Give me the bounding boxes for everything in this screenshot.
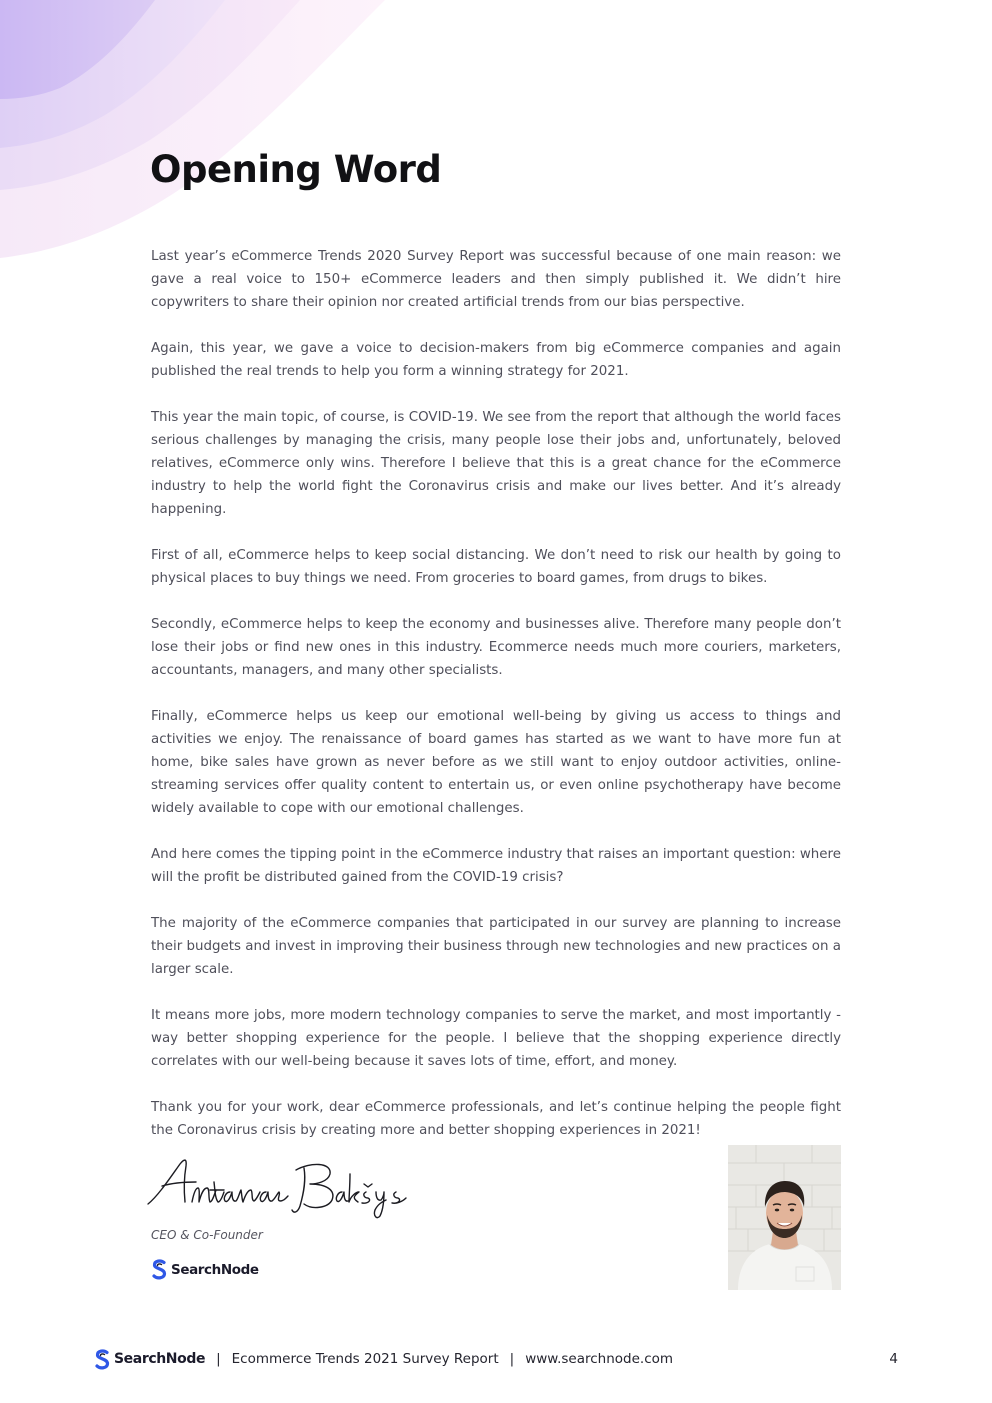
paragraph: This year the main topic, of course, is COVID-19. We see from the report that although the world faces serious challenges by managing the crisis, many people lose their jobs and, unfortunately, beloved relatives, eCommerce only wins. Therefore I believe that this is a great chance for the eCommerce industry to help the world fight the Coronavirus crisis and make our lives better. And it’s already happening. xyxy=(151,410,841,517)
paragraph: Last year’s eCommerce Trends 2020 Survey Report was successful because of one main reason: we gave a real voice to 150+ eCommerce leaders and then simply published it. We didn’t hire copywriters to share their opinion nor created artificial trends from our bias perspective. xyxy=(151,249,841,310)
paragraph: First of all, eCommerce helps to keep social distancing. We don’t need to risk our health by going to physical places to buy things we need. From groceries to board games, from drugs to bikes. xyxy=(151,548,841,586)
paragraph: It means more jobs, more modern technology companies to serve the market, and most importantly - way better shopping experience for the people. I believe that the shopping experience directly correlates with our well-being because it saves lots of time, effort, and money. xyxy=(151,1008,841,1069)
footer-separator: | xyxy=(216,1351,221,1367)
paragraph: And here comes the tipping point in the eCommerce industry that raises an important question: where will the profit be distributed gained from the COVID-19 crisis? xyxy=(151,847,841,885)
paragraph: Finally, eCommerce helps us keep our emotional well-being by giving us access to things and activities we enjoy. The renaissance of board games has started as we want to have more fun at home, bike sales have grown as never before as we still want to enjoy outdoor activities, online-streaming services offer quality content to entertain us, or even online psychotherapy have become widely available to cope with our emotional challenges. xyxy=(151,709,841,816)
paragraph: Secondly, eCommerce helps to keep the economy and businesses alive. Therefore many people don’t lose their jobs or find new ones in this industry. Ecommerce needs much more couriers, marketers, accountants, managers, and many other specialists. xyxy=(151,617,841,678)
corner-decoration xyxy=(0,0,400,270)
footer-logo-wordmark: SearchNode xyxy=(114,1351,206,1367)
signatory-role: CEO & Co-Founder xyxy=(151,1228,263,1242)
footer-website-link[interactable]: www.searchnode.com xyxy=(525,1351,674,1367)
opening-letter-body xyxy=(151,245,841,1165)
searchnode-s-logo-icon xyxy=(151,1259,168,1280)
page-title: Opening Word xyxy=(150,148,442,191)
footer-separator: | xyxy=(509,1351,515,1367)
paragraph: Again, this year, we gave a voice to decision-makers from big eCommerce companies and again published the real trends to help you form a winning strategy for 2021. xyxy=(151,341,841,379)
paragraph: Thank you for your work, dear eCommerce professionals, and let’s continue helping the people fight the Coronavirus crisis by creating more and better shopping experiences in 2021! xyxy=(151,1100,841,1138)
page-footer xyxy=(94,1347,898,1371)
footer-searchnode-logo xyxy=(94,1349,205,1370)
page-number: 4 xyxy=(889,1351,898,1367)
searchnode-logo xyxy=(151,1259,259,1280)
paragraph: The majority of the eCommerce companies that participated in our survey are planning to increase their budgets and invest in improving their business through new technologies and new practices on a larger scale. xyxy=(151,916,841,977)
searchnode-s-logo-icon xyxy=(94,1349,111,1370)
footer-report-title: Ecommerce Trends 2021 Survey Report xyxy=(231,1351,499,1367)
ceo-portrait-photo xyxy=(728,1145,841,1290)
logo-wordmark: SearchNode xyxy=(171,1261,259,1278)
handwritten-signature xyxy=(144,1152,412,1220)
